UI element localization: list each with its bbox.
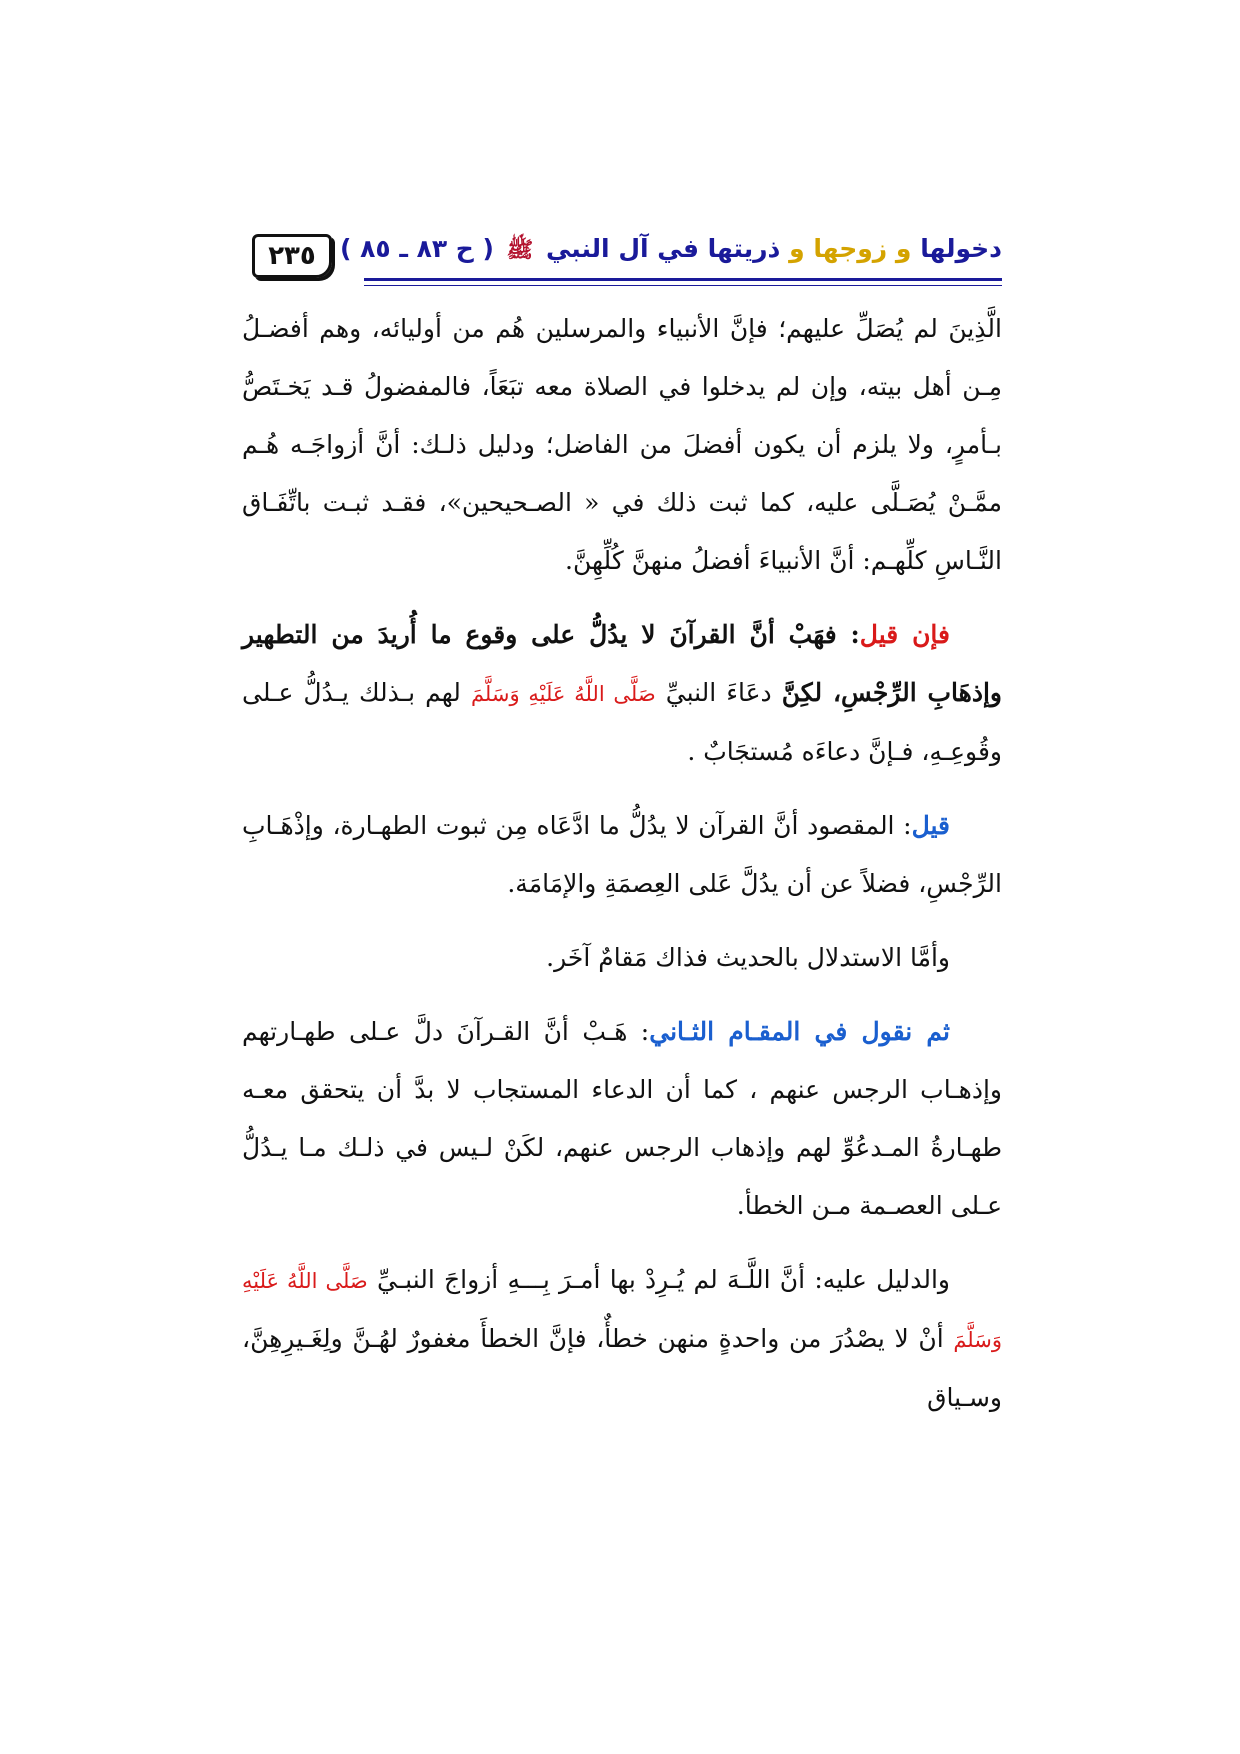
title-conj2: و [789,234,805,263]
blessing-seal-icon: ﷺ [506,238,534,263]
objection-lead: فإن قيل [859,620,951,649]
paragraph-4: وأمَّا الاستدلال بالحديث فذاك مَقامٌ آخَر. [546,943,950,972]
title-range: ( ح ٨٣ ـ ٨٥ ) [339,234,494,263]
paragraph-2 [242,606,1002,781]
objection-text-1: دعَاءَ النبيِّ [655,678,782,707]
objection-text-2: لهم بـذلك يـدُلُّ عـلى وقُوعِـهِ، فـإنَّ دعاءَه مُستجَابٌ . [242,678,1002,766]
paragraph-3 [242,797,1002,913]
salutation-mark-2: صَلَّى اللَّهُ عَلَيْهِ وَسَلَّمَ [242,1269,1002,1352]
title-conj1: و [895,234,912,263]
title-part1: دخولها [920,234,1002,263]
body-text [242,300,1002,1443]
page-header [252,228,1002,298]
paragraph-6 [242,1251,1002,1427]
objection-bold-text: : فهَبْ أنَّ القرآنَ لا يدُلُّ على وقوع ما أُريدَ من التطهير وإذهَابِ الرِّجْسِ، لكِنَّ [242,620,1002,707]
header-rule [364,278,1002,286]
running-title [340,234,1002,268]
evidence-text-1: والدليل عليه: أنَّ اللَّـهَ لم يُـرِدْ بها أمـرَ بِـــهِ أزواجَ النبـيِّ [367,1265,950,1294]
second-point-text: : هَـبْ أنَّ القـرآنَ دلَّ عـلى طهـارتهم وإذهـاب الرجس عنهم ، كما أن الدعاء المستجاب لا بدَّ أن يتحقق معـه طهـارةُ المـدعُوِّ لهم وإذهاب الرجس عنهم، لكَنْ لـيس في ذلـك مـا يـدُلُّ عـلى العصـمة مـن الخطأ. [242,1017,1002,1220]
evidence-text-2: أنْ لا يصْدُرَ من واحدةٍ منهن خطأٌ، فإنَّ الخطأَ مغفورٌ لهُـنَّ ولِغَـيرِهِنَّ، وسـياق [242,1324,1002,1412]
salutation-mark: صَلَّى اللَّهُ عَلَيْهِ وَسَلَّمَ [470,682,656,706]
reply-lead: قيل [911,811,950,840]
paragraph-1: الَّذِينَ لم يُصَلِّ عليهم؛ فإنَّ الأنبياء والمرسلين هُم من أوليائه، وهم أفضـلُ مِـن أهل بيته، وإن لم يدخلوا في الصلاة معه تبَعَاً، فالمفضولُ قـد يَخـتَصُّ بـأمرٍ، ولا يلزم أن يكون أفضلَ من الفاضل؛ ودليل ذلـك: أنَّ أزواجَـه هُـم ممَّـنْ يُصَـلَّى عليه، كما ثبت ذلك في « الصـحيحين»، فقـد ثبـت باتِّفَـاق النَّـاسِ كلِّهـم: أنَّ الأنبياءَ أفضلُ منهنَّ كُلِّهِنَّ. [242,314,1002,575]
page-number: ٢٣٥ [268,241,316,271]
title-part2: زوجها [813,234,888,263]
title-part3: ذريتها في آل النبي [545,234,781,263]
page-number-box [252,234,332,278]
second-point-lead: ثم نقول في المقـام الثـاني [649,1017,950,1046]
reply-text: : المقصود أنَّ القرآن لا يدُلُّ ما ادَّعَاه مِن ثبوت الطهـارة، وإذْهَـابِ الرِّجْسِ، فضلاً عن أن يدُلَّ عَلى العِصمَةِ والإمَامَة. [242,811,1002,898]
paragraph-5 [242,1003,1002,1235]
